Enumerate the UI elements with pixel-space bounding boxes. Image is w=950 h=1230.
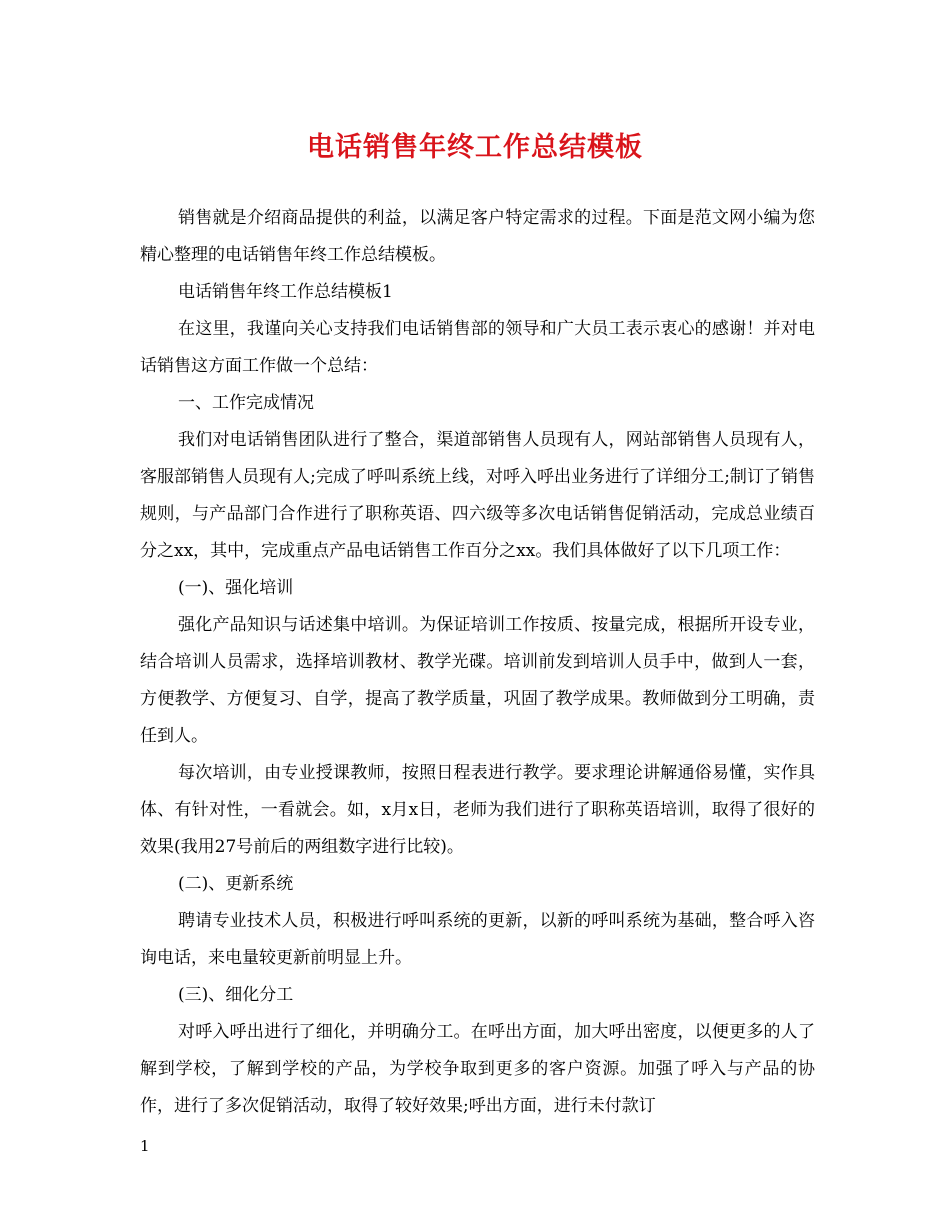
document-body <box>140 200 815 1125</box>
division-of-labor-paragraph: 对呼入呼出进行了细化，并明确分工。在呼出方面，加大呼出密度，以便更多的人了解到学校，了解到学校的产品，为学校争取到更多的客户资源。加强了呼入与产品的协作，进行了多次促销活动，取得了较好效果;呼出方面，进行未付款订 <box>140 1022 815 1116</box>
subsection-heading-training: (一)、强化培训 <box>178 578 294 598</box>
training-paragraph-2: 每次培训，由专业授课教师，按照日程表进行教学。要求理论讲解通俗易懂，实作具体、有针对性，一看就会。如，x月x日，老师为我们进行了职称英语培训，取得了很好的效果(我用27号前后的两组数字进行比较)。 <box>140 763 815 857</box>
subsection-heading-division-of-labor: (三)、细化分工 <box>178 985 294 1005</box>
training-paragraph-1: 强化产品知识与话述集中培训。为保证培训工作按质、按量完成，根据所开设专业，结合培训人员需求，选择培训教材、教学光碟。培训前发到培训人员手中，做到人一套，方便教学、方便复习、自学，提高了教学质量，巩固了教学成果。教师做到分工明确，责任到人。 <box>140 615 815 746</box>
system-update-paragraph: 聘请专业技术人员，积极进行呼叫系统的更新，以新的呼叫系统为基础，整合呼入咨询电话，来电量较更新前明显上升。 <box>140 911 815 968</box>
document-title: 电话销售年终工作总结模板 <box>307 132 643 163</box>
subsection-heading-system-update: (二)、更新系统 <box>178 874 294 894</box>
template-heading: 电话销售年终工作总结模板1 <box>178 282 393 302</box>
work-completion-paragraph: 我们对电话销售团队进行了整合，渠道部销售人员现有人，网站部销售人员现有人，客服部销售人员现有人;完成了呼叫系统上线，对呼入呼出业务进行了详细分工;制订了销售规则，与产品部门合作进行了职称英语、四六级等多次电话销售促销活动，完成总业绩百分之xx，其中，完成重点产品电话销售工作百分之xx。我们具体做好了以下几项工作： <box>140 430 815 561</box>
intro-paragraph: 销售就是介绍商品提供的利益，以满足客户特定需求的过程。下面是范文网小编为您精心整理的电话销售年终工作总结模板。 <box>140 208 815 265</box>
page-number: 1 <box>140 1137 150 1155</box>
thanks-paragraph: 在这里，我谨向关心支持我们电话销售部的领导和广大员工表示衷心的感谢！并对电话销售这方面工作做一个总结： <box>140 319 815 376</box>
section-heading-work-completion: 一、工作完成情况 <box>178 393 314 413</box>
